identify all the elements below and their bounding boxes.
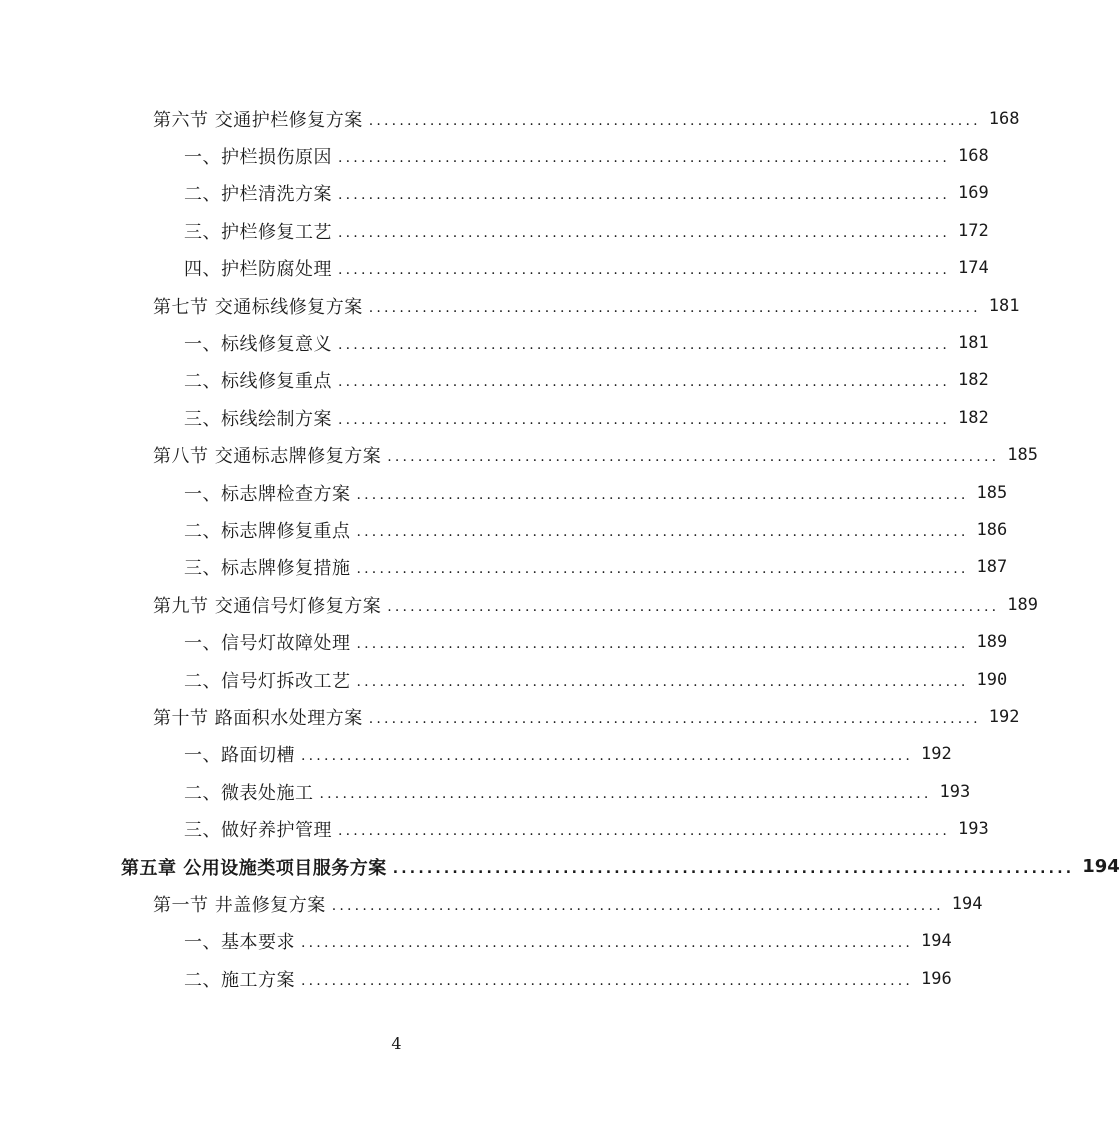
toc-subsection-entry[interactable] xyxy=(0,923,952,960)
toc-leader-dots: ................................................................................ xyxy=(331,897,944,914)
toc-subsection-entry[interactable] xyxy=(0,773,971,810)
toc-entry-page: 189 xyxy=(976,632,1008,653)
toc-entry-page: 182 xyxy=(958,407,989,428)
toc-subsection-entry[interactable] xyxy=(0,549,1008,586)
toc-entry-label: 一、护栏损伤原因 xyxy=(184,147,332,169)
toc-entry-page: 174 xyxy=(958,258,989,279)
toc-section-entry[interactable] xyxy=(0,437,1038,474)
toc-leader-dots: ................................................................................ xyxy=(338,262,951,279)
toc-leader-dots: ................................................................................ xyxy=(301,972,914,989)
toc-entry-label: 三、护栏修复工艺 xyxy=(184,221,332,243)
toc-subsection-entry[interactable] xyxy=(0,399,989,436)
toc-subsection-entry[interactable] xyxy=(0,736,952,773)
toc-entry-page: 193 xyxy=(939,781,971,802)
toc-entry-page: 196 xyxy=(921,968,952,989)
toc-leader-dots: ................................................................................ xyxy=(356,636,969,653)
toc-entry-page: 194 xyxy=(921,931,952,952)
toc-entry-page: 186 xyxy=(976,519,1008,540)
toc-subsection-entry[interactable] xyxy=(0,511,1008,548)
toc-entry-label: 二、标志牌修复重点 xyxy=(184,520,351,542)
toc-leader-dots: ................................................................................ xyxy=(356,673,969,690)
toc-subsection-entry[interactable] xyxy=(0,960,952,997)
toc-subsection-entry[interactable] xyxy=(0,474,1008,511)
toc-leader-dots: ................................................................................ xyxy=(368,112,981,129)
toc-entry-label: 第九节 交通信号灯修复方案 xyxy=(153,595,382,617)
toc-entry-label: 第八节 交通标志牌修复方案 xyxy=(153,446,382,468)
toc-entry-page: 181 xyxy=(958,333,989,354)
toc-subsection-entry[interactable] xyxy=(0,324,989,361)
toc-entry-label: 二、护栏清洗方案 xyxy=(184,184,332,206)
toc-entry-label: 三、做好养护管理 xyxy=(184,820,332,842)
toc-leader-dots: ................................................................................ xyxy=(392,860,1075,877)
toc-entry-page: 168 xyxy=(958,146,989,167)
toc-entry-label: 第一节 井盖修复方案 xyxy=(153,894,326,916)
toc-leader-dots: ................................................................................ xyxy=(356,523,969,540)
toc-entry-label: 第五章 公用设施类项目服务方案 xyxy=(121,857,387,879)
toc-entry-page: 194 xyxy=(1082,856,1120,877)
toc-section-entry[interactable] xyxy=(0,698,1020,735)
toc-section-entry[interactable] xyxy=(0,287,1020,324)
toc-subsection-entry[interactable] xyxy=(0,250,989,287)
toc-entry-page: 192 xyxy=(988,706,1020,727)
toc-entry-label: 二、微表处施工 xyxy=(184,782,314,804)
toc-entry-label: 一、标线修复意义 xyxy=(184,334,332,356)
toc-leader-dots: ................................................................................ xyxy=(387,598,1000,615)
toc-entry-page: 168 xyxy=(988,108,1020,129)
toc-section-entry[interactable] xyxy=(0,586,1038,623)
toc-leader-dots: ................................................................................ xyxy=(356,486,969,503)
toc-leader-dots: ................................................................................ xyxy=(319,785,932,802)
toc-chapter-entry[interactable] xyxy=(0,848,1120,885)
table-of-contents xyxy=(0,100,1120,997)
toc-entry-page: 194 xyxy=(951,893,983,914)
toc-entry-page: 193 xyxy=(958,819,989,840)
toc-entry-label: 第七节 交通标线修复方案 xyxy=(153,296,363,318)
toc-leader-dots: ................................................................................ xyxy=(338,337,951,354)
toc-entry-label: 第十节 路面积水处理方案 xyxy=(153,707,363,729)
toc-subsection-entry[interactable] xyxy=(0,661,1008,698)
toc-entry-page: 189 xyxy=(1007,594,1038,615)
toc-section-entry[interactable] xyxy=(0,885,983,922)
toc-subsection-entry[interactable] xyxy=(0,362,989,399)
toc-subsection-entry[interactable] xyxy=(0,810,989,847)
toc-leader-dots: ................................................................................ xyxy=(338,187,951,204)
toc-leader-dots: ................................................................................ xyxy=(301,935,914,952)
toc-section-entry[interactable] xyxy=(0,100,1020,137)
toc-leader-dots: ................................................................................ xyxy=(368,710,981,727)
toc-entry-label: 第六节 交通护栏修复方案 xyxy=(153,109,363,131)
toc-subsection-entry[interactable] xyxy=(0,212,989,249)
toc-leader-dots: ................................................................................ xyxy=(338,374,951,391)
toc-entry-label: 二、施工方案 xyxy=(184,969,295,991)
toc-subsection-entry[interactable] xyxy=(0,137,989,174)
toc-entry-label: 四、护栏防腐处理 xyxy=(184,259,332,281)
toc-entry-label: 三、标志牌修复措施 xyxy=(184,558,351,580)
toc-entry-page: 187 xyxy=(976,557,1008,578)
toc-entry-label: 一、信号灯故障处理 xyxy=(184,633,351,655)
toc-subsection-entry[interactable] xyxy=(0,623,1008,660)
toc-leader-dots: ................................................................................ xyxy=(338,150,951,167)
toc-entry-page: 190 xyxy=(976,669,1008,690)
toc-entry-label: 二、标线修复重点 xyxy=(184,371,332,393)
toc-leader-dots: ................................................................................ xyxy=(338,224,951,241)
toc-leader-dots: ................................................................................ xyxy=(338,411,951,428)
toc-entry-page: 182 xyxy=(958,370,989,391)
toc-entry-page: 172 xyxy=(958,220,989,241)
toc-subsection-entry[interactable] xyxy=(0,175,989,212)
toc-leader-dots: ................................................................................ xyxy=(368,299,981,316)
toc-entry-page: 169 xyxy=(958,183,989,204)
toc-leader-dots: ................................................................................ xyxy=(301,748,914,765)
toc-entry-page: 185 xyxy=(1007,445,1038,466)
page-number: 4 xyxy=(391,1034,402,1053)
toc-leader-dots: ................................................................................ xyxy=(387,449,1000,466)
toc-entry-page: 181 xyxy=(988,295,1020,316)
toc-leader-dots: ................................................................................ xyxy=(338,823,951,840)
toc-entry-label: 三、标线绘制方案 xyxy=(184,408,332,430)
toc-entry-page: 192 xyxy=(921,744,952,765)
toc-entry-label: 二、信号灯拆改工艺 xyxy=(184,670,351,692)
toc-entry-page: 185 xyxy=(976,482,1008,503)
toc-entry-label: 一、基本要求 xyxy=(184,932,295,954)
toc-leader-dots: ................................................................................ xyxy=(356,561,969,578)
toc-entry-label: 一、路面切槽 xyxy=(184,745,295,767)
toc-entry-label: 一、标志牌检查方案 xyxy=(184,483,351,505)
